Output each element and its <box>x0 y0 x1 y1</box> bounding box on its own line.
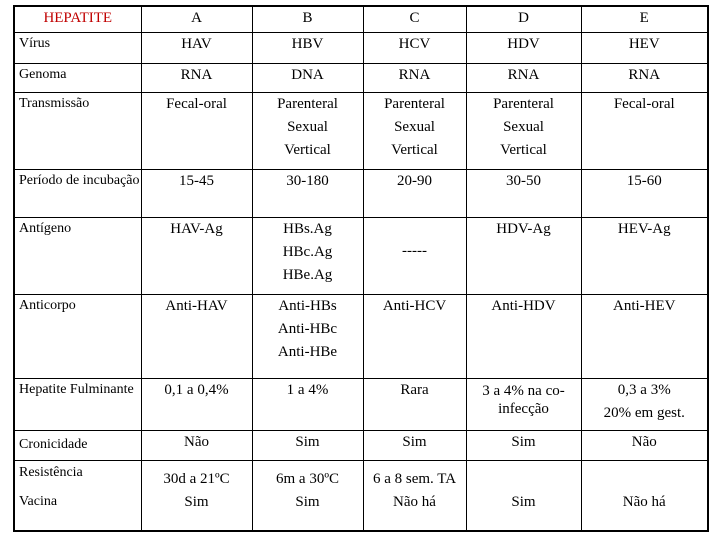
cell: HBV <box>252 33 363 64</box>
row-hepatite-fulminante <box>14 379 708 431</box>
row-label: Anticorpo <box>14 295 141 379</box>
row-label: Período de incubação <box>14 170 141 218</box>
header-c: C <box>363 6 466 33</box>
cell: Sim <box>466 491 581 531</box>
row-periodo-incubacao <box>14 170 708 218</box>
cell: HAV <box>141 33 252 64</box>
cell: HDV <box>466 33 581 64</box>
cell: Não <box>581 431 708 461</box>
header-hepatite: HEPATITE <box>14 6 141 33</box>
cell: HAV-Ag <box>141 218 252 295</box>
row-label: Vírus <box>14 33 141 64</box>
cell: 15-45 <box>141 170 252 218</box>
cell: Sim <box>466 431 581 461</box>
cell: Anti-HEV <box>581 295 708 379</box>
cell: Sim <box>252 491 363 531</box>
cell: Sim <box>363 431 466 461</box>
cell: DNA <box>252 64 363 93</box>
cell: RNA <box>141 64 252 93</box>
header-d: D <box>466 6 581 33</box>
row-label: Vacina <box>14 491 141 531</box>
cell: RNA <box>581 64 708 93</box>
cell: 20-90 <box>363 170 466 218</box>
cell: Anti-HAV <box>141 295 252 379</box>
cell: 30-180 <box>252 170 363 218</box>
row-cronicidade <box>14 431 708 461</box>
cell: Sim <box>141 491 252 531</box>
cell: ----- <box>363 218 466 295</box>
row-label: Hepatite Fulminante <box>14 379 141 431</box>
row-genoma <box>14 64 708 93</box>
header-row <box>14 6 708 33</box>
row-transmissao <box>14 93 708 170</box>
cell: Não <box>141 431 252 461</box>
cell: Fecal-oral <box>141 93 252 170</box>
cell: Anti-HBs Anti-HBc Anti-HBe <box>252 295 363 379</box>
row-label: Resistência <box>14 461 141 492</box>
cell: 0,3 a 3% 20% em gest. <box>581 379 708 431</box>
cell: 1 a 4% <box>252 379 363 431</box>
cell <box>466 461 581 492</box>
cell: HEV-Ag <box>581 218 708 295</box>
row-resistencia <box>14 461 708 492</box>
header-b: B <box>252 6 363 33</box>
cell: 30d a 21ºC <box>141 461 252 492</box>
cell: HEV <box>581 33 708 64</box>
cell: 3 a 4% na co-infecção <box>466 379 581 431</box>
row-label: Antígeno <box>14 218 141 295</box>
cell: Não há <box>363 491 466 531</box>
header-e: E <box>581 6 708 33</box>
row-label: Transmissão <box>14 93 141 170</box>
row-label: Genoma <box>14 64 141 93</box>
cell: RNA <box>363 64 466 93</box>
cell: HCV <box>363 33 466 64</box>
cell <box>581 461 708 492</box>
cell: 6m a 30ºC <box>252 461 363 492</box>
cell: Parenteral Sexual Vertical <box>252 93 363 170</box>
row-virus <box>14 33 708 64</box>
cell: HBs.Ag HBc.Ag HBe.Ag <box>252 218 363 295</box>
row-label: Cronicidade <box>14 431 141 461</box>
cell: Parenteral Sexual Vertical <box>466 93 581 170</box>
cell: Não há <box>581 491 708 531</box>
cell: RNA <box>466 64 581 93</box>
cell: HDV-Ag <box>466 218 581 295</box>
cell: Parenteral Sexual Vertical <box>363 93 466 170</box>
cell: 0,1 a 0,4% <box>141 379 252 431</box>
cell: Rara <box>363 379 466 431</box>
cell: 30-50 <box>466 170 581 218</box>
cell: 6 a 8 sem. TA <box>363 461 466 492</box>
hepatitis-comparison-table <box>13 5 709 532</box>
cell: Sim <box>252 431 363 461</box>
cell: Fecal-oral <box>581 93 708 170</box>
row-anticorpo <box>14 295 708 379</box>
row-vacina <box>14 491 708 531</box>
row-antigeno <box>14 218 708 295</box>
header-a: A <box>141 6 252 33</box>
cell: Anti-HCV <box>363 295 466 379</box>
cell: Anti-HDV <box>466 295 581 379</box>
cell: 15-60 <box>581 170 708 218</box>
